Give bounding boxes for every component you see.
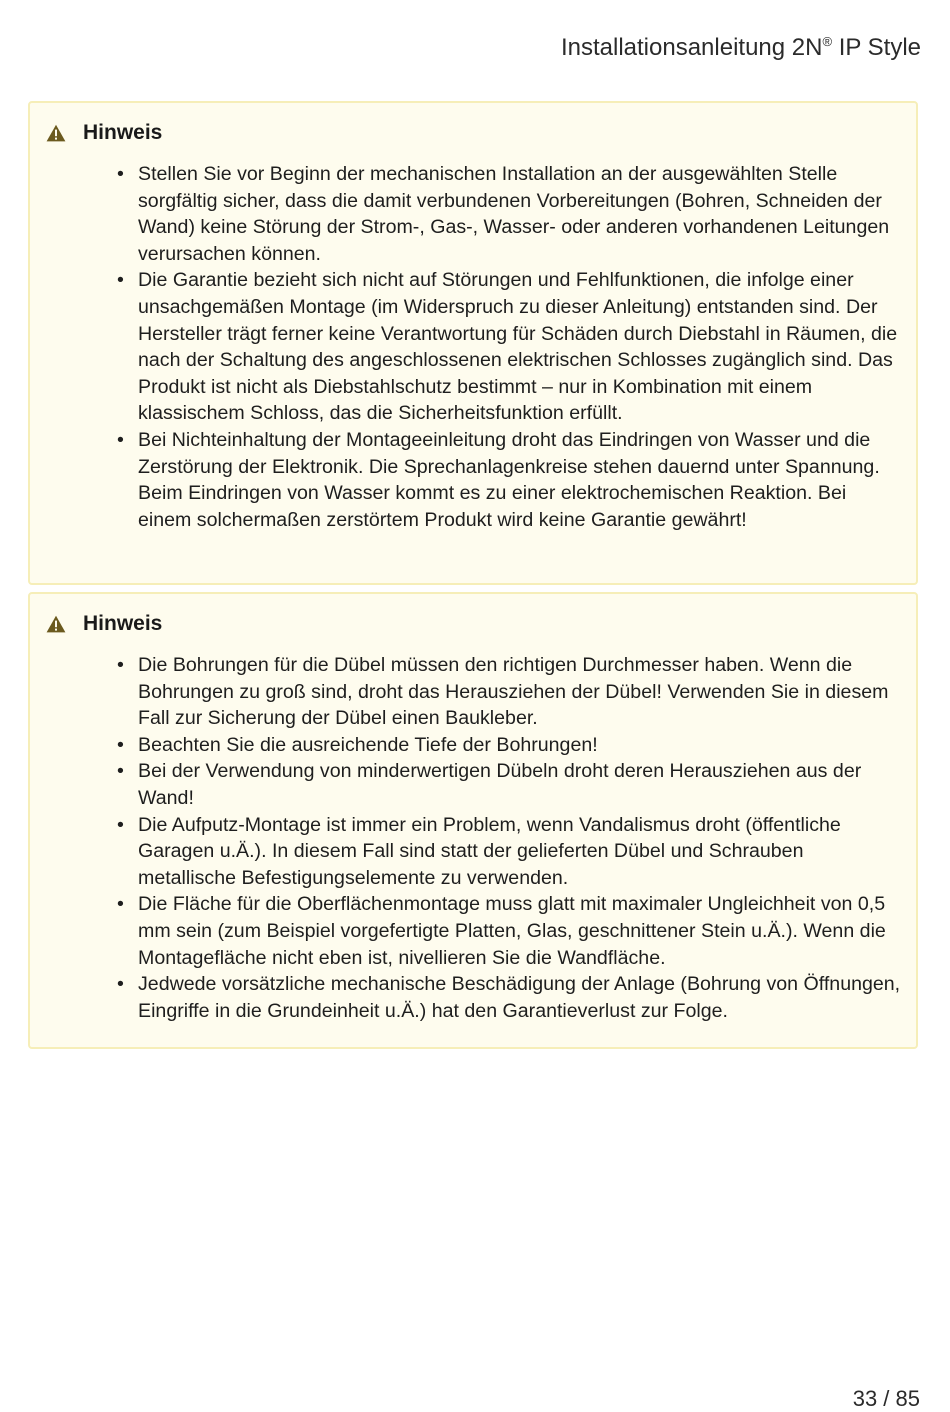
list-item: • Jedwede vorsätzliche mechanische Beschädigung der Anlage (Bohrung von Öffnungen, Eingriffe in die Grundeinheit u.Ä.) hat den Garantieverlust zur Folge. [115,971,905,1024]
registered-mark: ® [822,34,833,49]
list-item: • Stellen Sie vor Beginn der mechanischen Installation an der ausgewählten Stelle sorgfältig sicher, dass die damit verbundenen Vorbereitungen (Bohren, Schneiden der Wand) keine Störung der Strom-, Gas-, Wasser- oder anderen vorhandenen Leitungen verursachen können. [115,161,905,267]
page-number: 33 / 85 [852,1386,920,1411]
page-header-title [561,34,921,62]
warning-icon [46,124,66,142]
list-item: • Bei Nichteinhaltung der Montageeinleitung droht das Eindringen von Wasser und die Zerstörung der Elektronik. Die Sprechanlagenkreise stehen dauernd unter Spannung. Beim Eindringen von Wasser kommt es zu einer elektrochemischen Reaktion. Bei einem solchermaßen zerstörtem Produkt wird keine Garantie gewährt! [115,427,905,533]
note-title: Hinweis [83,121,163,144]
warning-icon [46,615,66,633]
list-item: • Die Garantie bezieht sich nicht auf Störungen und Fehlfunktionen, die infolge einer unsachgemäßen Montage (im Widerspruch zu dieser Anleitung) entstanden sind. Der Hersteller trägt ferner keine Verantwortung für Schäden durch Diebstahl in Räumen, die nach der Schaltung des angeschlossenen elektrischen Schlosses zugänglich sind. Das Produkt ist nicht als Diebstahlschutz bestimmt – nur in Kombination mit einem klassischem Schloss, das die Sicherheitsfunktion erfüllt. [115,267,905,427]
note-box-1 [28,101,918,585]
list-item: • Bei der Verwendung von minderwertigen Dübeln droht deren Herausziehen aus der Wand! [115,758,905,811]
note-list [115,161,905,533]
note-header [46,610,162,638]
note-header [46,119,162,147]
list-item: • Die Aufputz-Montage ist immer ein Problem, wenn Vandalismus droht (öffentliche Garagen u.Ä.). In diesem Fall sind statt der gelieferten Dübel und Schrauben metallische Befestigungselemente zu verwenden. [115,812,905,892]
list-item: • Die Fläche für die Oberflächenmontage muss glatt mit maximaler Ungleichheit von 0,5 mm sein (zum Beispiel vorgefertigte Platten, Glas, geschnittener Stein u.Ä.). Wenn die Montagefläche nicht eben ist, nivellieren Sie die Wandfläche. [115,891,905,971]
note-list [115,652,905,1024]
list-item: • Die Bohrungen für die Dübel müssen den richtigen Durchmesser haben. Wenn die Bohrungen zu groß sind, droht das Herausziehen der Dübel! Verwenden Sie in diesem Fall zur Sicherung der Dübel einen Baukleber. [115,652,905,732]
header-title-suffix: IP Style [832,34,921,61]
note-title: Hinweis [83,612,163,635]
header-title-main: Installationsanleitung 2N [560,34,823,61]
note-box-2 [28,592,918,1049]
list-item: • Beachten Sie die ausreichende Tiefe der Bohrungen! [115,732,905,759]
